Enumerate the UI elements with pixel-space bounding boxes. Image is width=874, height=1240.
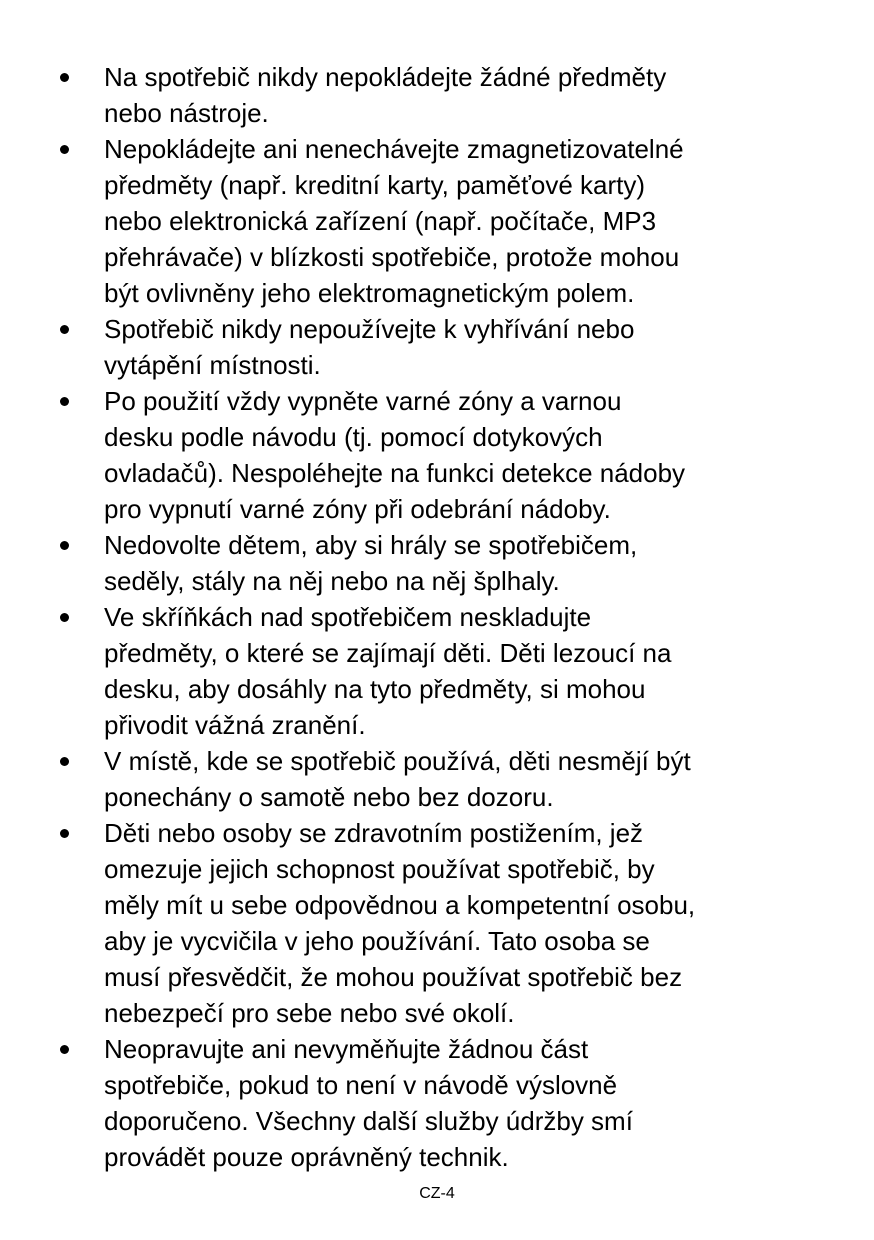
list-item-text-line: vytápění místnosti. [104,350,321,380]
list-item-text-line: ponechány o samotě nebo bez dozoru. [104,782,554,812]
page-number: CZ-4 [419,1185,455,1202]
list-item-text-line: Nedovolte dětem, aby si hrály se spotřebičem, [104,530,638,560]
list-item-text-line: provádět pouze oprávněný technik. [104,1142,509,1172]
bullet-icon [60,613,69,622]
list-item-text-line: pro vypnutí varné zóny při odebrání nádoby. [104,494,611,524]
list-item-text-line: omezuje jejich schopnost používat spotřebič, by [104,854,655,884]
list-item-text-line: ovladačů). Nespoléhejte na funkci detekce nádoby [104,458,686,488]
list-item-text-line: desku podle návodu (tj. pomocí dotykových [104,422,603,452]
list-item [60,383,830,527]
list-item-text-line: nebo nástroje. [104,98,269,128]
list-item-text-line: V místě, kde se spotřebič používá, děti nesmějí být [104,746,691,776]
bullet-icon [60,829,69,838]
list-item-text-line: Děti nebo osoby se zdravotním postižením, jež [104,818,644,848]
list-item [60,1031,830,1175]
list-item-text-line: spotřebiče, pokud to není v návodě výslovně [104,1070,618,1100]
list-item-text-line: předměty (např. kreditní karty, paměťové karty) [104,170,646,200]
list-item-text-line: Nepokládejte ani nenechávejte zmagnetizovatelné [104,134,684,164]
list-item-text-line: desku, aby dosáhly na tyto předměty, si mohou [104,674,646,704]
list-item-text-line: nebo elektronická zařízení (např. počítače, MP3 [104,206,657,236]
bullet-icon [60,541,69,550]
safety-instructions-list [60,59,830,1175]
list-item-text-line: měly mít u sebe odpovědnou a kompetentní osobu, [104,890,696,920]
list-item-text-line: aby je vycvičila v jeho používání. Tato osoba se [104,926,650,956]
list-item-text-line: Spotřebič nikdy nepoužívejte k vyhřívání nebo [104,314,635,344]
list-item-text-line: nebezpečí pro sebe nebo své okolí. [104,998,515,1028]
list-item [60,131,830,311]
bullet-icon [60,325,69,334]
bullet-icon [60,145,69,154]
list-item-text-line: předměty, o které se zajímají děti. Děti lezoucí na [104,638,672,668]
bullet-icon [60,397,69,406]
list-item [60,599,830,743]
bullet-icon [60,1045,69,1054]
bullet-icon [60,757,69,766]
list-item-text-line: Po použití vždy vypněte varné zóny a varnou [104,386,622,416]
list-item-text-line: být ovlivněny jeho elektromagnetickým polem. [104,278,635,308]
list-item-text-line: musí přesvědčit, že mohou používat spotřebič bez [104,962,683,992]
bullet-icon [60,73,69,82]
list-item-text-line: seděly, stály na něj nebo na něj šplhaly. [104,566,560,596]
list-item [60,527,830,599]
list-item [60,743,830,815]
list-item [60,815,830,1031]
list-item-text-line: přivodit vážná zranění. [104,710,366,740]
list-item [60,311,830,383]
list-item-text-line: Na spotřebič nikdy nepokládejte žádné předměty [104,62,667,92]
list-item [60,59,830,131]
list-item-text-line: Ve skříňkách nad spotřebičem neskladujte [104,602,592,632]
list-item-text-line: Neopravujte ani nevyměňujte žádnou část [104,1034,589,1064]
list-item-text-line: doporučeno. Všechny další služby údržby smí [104,1106,633,1136]
list-item-text-line: přehrávače) v blízkosti spotřebiče, protože mohou [104,242,680,272]
